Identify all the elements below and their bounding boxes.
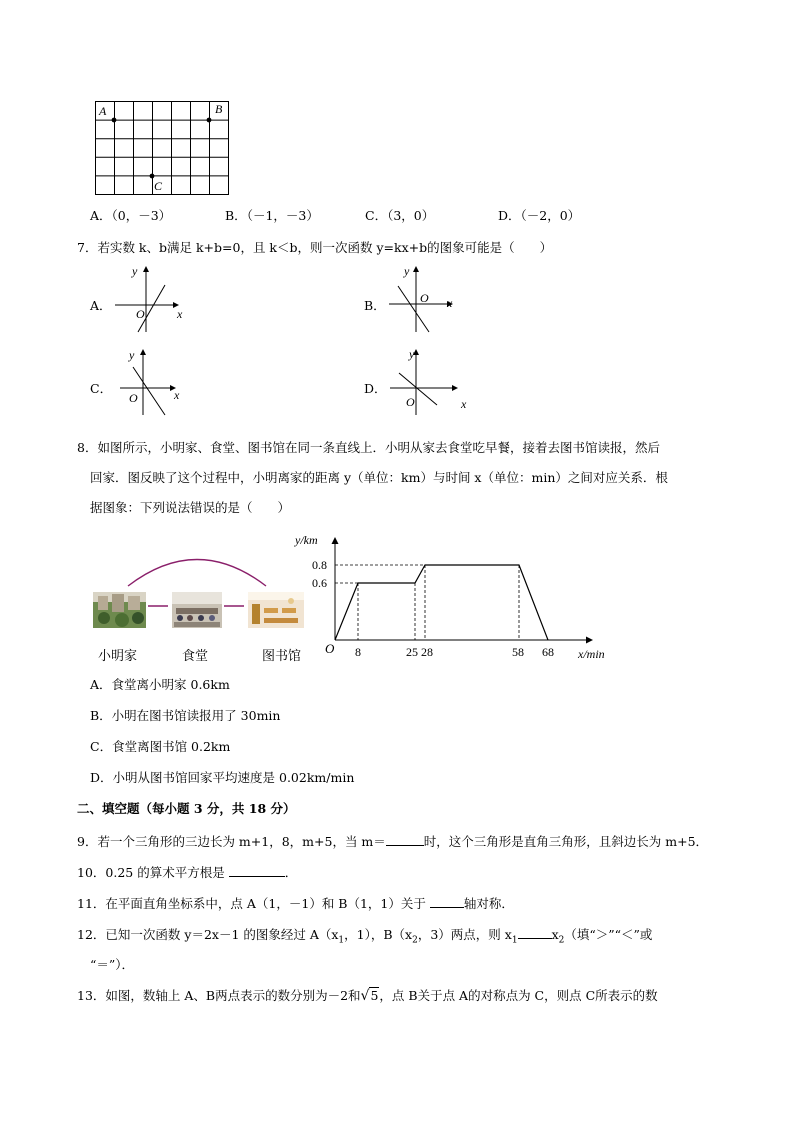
q6-option-d[interactable]: D．（－2，0） [498, 208, 581, 223]
sqrt-symbol: √ [360, 988, 370, 1004]
svg-text:y: y [404, 264, 410, 278]
svg-text:x: x [174, 388, 180, 402]
q9: 9．若一个三角形的三边长为 m+1，8，m+5，当 m＝ 时，这个三角形是直角三角形，且斜边长为 m+5． [77, 834, 709, 849]
x-tick-label: 28 [421, 645, 433, 659]
x-tick-labels [355, 645, 554, 659]
q6-option-c[interactable]: C．（3，0） [365, 208, 435, 223]
y-tick-label: 0.8 [312, 558, 327, 572]
y-tick-label: 0.6 [312, 576, 327, 590]
q8-distance-time-graph [290, 530, 620, 665]
cafeteria-photo [172, 592, 222, 628]
q10: 10．0.25 的算术平方根是 ． [77, 865, 298, 880]
y-axis-label: y/km [295, 533, 318, 547]
svg-text:y: y [129, 348, 135, 362]
svg-text:O: O [129, 391, 138, 405]
point-a [112, 118, 117, 123]
place-cafeteria-label: 食堂 [182, 649, 209, 664]
q8-option-c[interactable]: C．食堂离图书馆 0.2km [90, 739, 231, 754]
q9-blank[interactable] [386, 833, 424, 846]
label-a: A [99, 104, 107, 118]
q7-graph-c[interactable] [115, 345, 200, 420]
q11-blank[interactable] [430, 895, 464, 908]
function-line [133, 367, 165, 415]
svg-text:x: x [447, 296, 453, 310]
q7-option-b-letter[interactable]: B． [364, 298, 386, 313]
q8-stem-line1: 8．如图所示，小明家、食堂、图书馆在同一条直线上．小明从家去食堂吃早餐，接着去图书馆读报，然后 [77, 440, 660, 455]
q12-line1: 12．已知一次函数 y＝2x－1 的图象经过 $A(x_1$，1），$B(x_2$，3）两点，则 $x_1$ $x_2$（填“＞”“＜”或 [77, 927, 653, 946]
y-tick-labels [312, 558, 327, 590]
q6-option-a[interactable]: A．（0，－3） [90, 208, 172, 223]
x-tick-label: 25 [406, 645, 418, 659]
svg-text:O: O [406, 395, 415, 409]
svg-text:O: O [420, 291, 429, 305]
home-photo [93, 592, 146, 628]
q8-route-figure [90, 548, 310, 638]
x-axis-label: x/min [578, 647, 605, 661]
svg-text:x: x [177, 307, 183, 321]
q12-blank[interactable] [518, 926, 552, 939]
svg-text:y: y [409, 347, 415, 361]
q7-graph-a[interactable] [110, 262, 195, 337]
svg-text:y: y [132, 264, 138, 278]
q12-line2: “＝”）． [90, 957, 135, 972]
section-2-heading: 二、填空题（每小题 3 分，共 18 分） [77, 801, 296, 816]
function-line [399, 373, 437, 405]
q10-blank[interactable] [229, 864, 285, 877]
q7-graph-b[interactable] [384, 262, 469, 337]
q8-stem-line2: 回家．图反映了这个过程中，小明离家的距离 y（单位：km）与时间 x（单位：min）之间对应关系．根 [90, 470, 668, 485]
label-b: B [215, 102, 223, 116]
q7-option-a-letter[interactable]: A． [90, 298, 112, 313]
place-library-label: 图书馆 [262, 649, 302, 664]
q8-option-d[interactable]: D．小明从图书馆回家平均速度是 0.02km/min [90, 770, 355, 785]
label-c: C [154, 179, 163, 193]
distance-curve [335, 565, 548, 640]
q7-option-d-letter[interactable]: D． [364, 381, 387, 396]
q8-option-b[interactable]: B．小明在图书馆读报用了 30min [90, 708, 281, 723]
q11: 11．在平面直角坐标系中，点 A（1，－1）和 B（1，1）关于 轴对称． [77, 896, 514, 911]
origin-label: O [325, 641, 335, 656]
place-home-label: 小明家 [98, 649, 138, 664]
q7-graph-d[interactable] [385, 345, 475, 420]
q13: 13．如图，数轴上 A、B两点表示的数分别为－2和√5，点 B关于点 A的对称点为 C，则点 C所表示的数 [77, 988, 658, 1004]
route-arc [128, 560, 266, 587]
q6-option-b[interactable]: B．（－1，－3） [225, 208, 319, 223]
q8-stem-line3: 据图象：下列说法错误的是（ ） [90, 500, 291, 515]
x-tick-label: 68 [542, 645, 554, 659]
point-c [150, 174, 155, 179]
point-b [207, 118, 212, 123]
guide-lines [335, 565, 519, 640]
svg-text:x: x [461, 397, 467, 411]
svg-text:O: O [136, 307, 145, 321]
q7-stem: 7．若实数 k、b满足 k+b=0，且 k＜b，则一次函数 y=kx+b的图象可能是（ ） [77, 240, 553, 255]
q7-option-c-letter[interactable]: C． [90, 381, 113, 396]
x-tick-label: 58 [512, 645, 524, 659]
q6-grid-figure [90, 97, 235, 199]
q8-option-a[interactable]: A．食堂离小明家 0.6km [90, 677, 230, 692]
x-tick-label: 8 [355, 645, 361, 659]
